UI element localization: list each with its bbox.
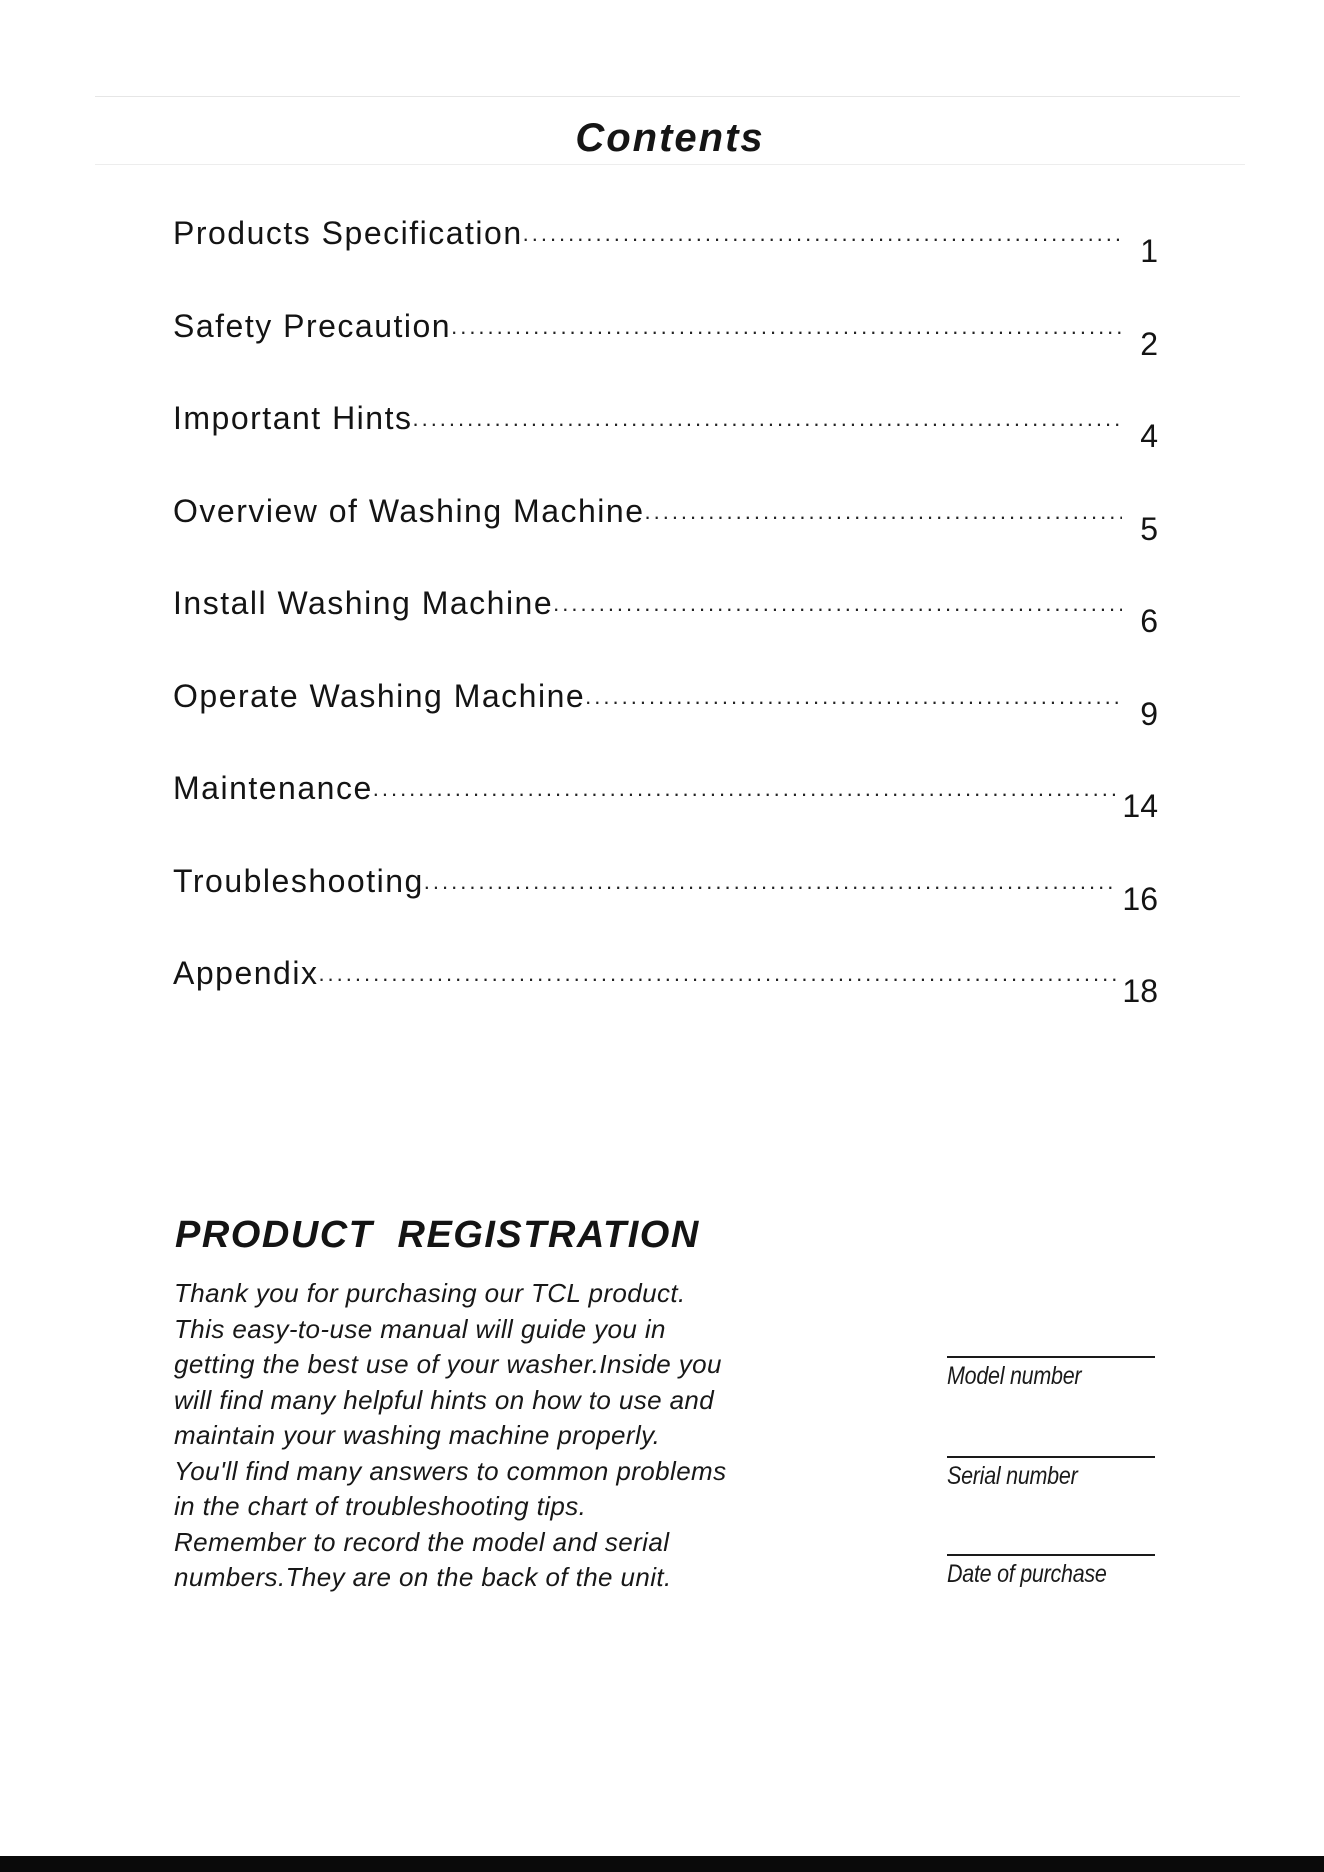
toc-entry-title: Important Hints <box>173 400 413 436</box>
title-divider <box>95 164 1245 165</box>
registration-text-line: numbers.They are on the back of the unit. <box>174 1562 672 1592</box>
toc-entry-overview-of-washing-machine[interactable] <box>173 483 1158 576</box>
registration-text-line: in the chart of troubleshooting tips. <box>174 1491 587 1521</box>
toc-entry-title: Appendix <box>173 955 319 991</box>
toc-dot-leader <box>644 501 1122 531</box>
top-divider <box>95 96 1240 97</box>
toc-entry-products-specification[interactable] <box>173 205 1158 298</box>
toc-page-number: 18 <box>1122 973 1158 1009</box>
toc-entry-install-washing-machine[interactable] <box>173 575 1158 668</box>
date-of-purchase-label: Date of purchase <box>947 1560 1107 1588</box>
serial-number-label: Serial number <box>947 1462 1078 1490</box>
toc-page-number: 5 <box>1140 510 1158 547</box>
registration-heading: PRODUCT REGISTRATION <box>175 1214 700 1256</box>
toc-dot-leader <box>585 686 1122 716</box>
toc-entry-safety-precaution[interactable] <box>173 298 1158 391</box>
model-number-field[interactable] <box>947 1356 1155 1391</box>
scan-bottom-edge <box>0 1856 1324 1872</box>
serial-number-blank-line[interactable] <box>947 1456 1155 1458</box>
toc-page-number: 9 <box>1140 695 1158 732</box>
toc-entry-title: Products Specification <box>173 215 523 251</box>
toc-entry-title: Install Washing Machine <box>173 585 554 621</box>
toc-entry-title: Maintenance <box>173 770 373 806</box>
registration-text-line: You'll find many answers to common problems <box>174 1455 727 1486</box>
contents-heading: Contents <box>575 116 765 160</box>
table-of-contents <box>173 205 1158 1038</box>
toc-page-number: 1 <box>1140 233 1158 269</box>
toc-dot-leader <box>451 316 1122 346</box>
date-of-purchase-blank-line[interactable] <box>947 1554 1155 1556</box>
toc-entry-important-hints[interactable] <box>173 390 1158 483</box>
registration-text-line: This easy-to-use manual will guide you in <box>174 1313 666 1344</box>
toc-page-number: 6 <box>1140 603 1158 639</box>
date-of-purchase-field[interactable] <box>947 1554 1155 1589</box>
toc-entry-title: Troubleshooting <box>173 862 424 899</box>
toc-page-number: 4 <box>1140 418 1158 454</box>
toc-entry-title: Overview of Washing Machine <box>173 492 645 529</box>
toc-page-number: 14 <box>1122 788 1158 824</box>
registration-text-line: will find many helpful hints on how to use and <box>174 1384 715 1415</box>
toc-entry-title: Operate Washing Machine <box>173 677 586 714</box>
toc-dot-leader <box>553 593 1122 623</box>
toc-dot-leader <box>424 871 1117 901</box>
registration-text-line: Thank you for purchasing our TCL product. <box>174 1278 686 1308</box>
toc-entry-operate-washing-machine[interactable] <box>173 668 1158 761</box>
toc-dot-leader <box>412 408 1122 438</box>
toc-dot-leader <box>318 963 1116 993</box>
registration-text-line: getting the best use of your washer.Inside you <box>174 1349 722 1379</box>
toc-entry-appendix[interactable] <box>173 945 1158 1038</box>
toc-entry-title: Safety Precaution <box>173 307 452 344</box>
toc-page-number: 16 <box>1122 880 1158 917</box>
serial-number-field[interactable] <box>947 1456 1155 1491</box>
registration-text-line: maintain your washing machine properly. <box>174 1420 661 1450</box>
toc-entry-troubleshooting[interactable] <box>173 853 1158 946</box>
registration-text <box>174 1276 834 1596</box>
model-number-label: Model number <box>947 1362 1082 1390</box>
toc-entry-maintenance[interactable] <box>173 760 1158 853</box>
toc-dot-leader <box>373 778 1117 808</box>
toc-dot-leader <box>523 223 1122 253</box>
registration-text-line: Remember to record the model and serial <box>174 1526 670 1557</box>
model-number-blank-line[interactable] <box>947 1356 1155 1358</box>
toc-page-number: 2 <box>1140 325 1158 362</box>
